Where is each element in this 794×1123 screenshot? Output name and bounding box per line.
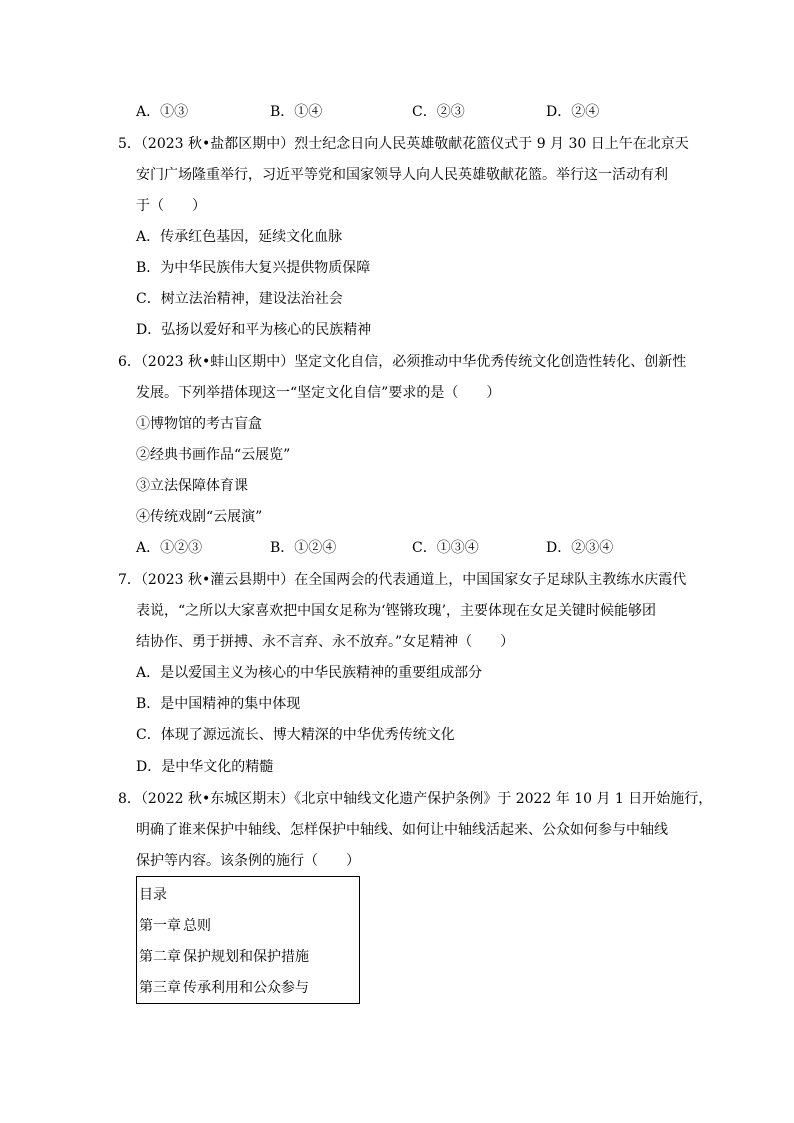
q4-option-c: C．②③	[412, 104, 465, 120]
q7-choice-c: C．体现了源远流长、博大精深的中华优秀传统文化	[136, 727, 455, 743]
toc-chapter-3	[139, 979, 309, 997]
toc-chapter-2	[139, 948, 309, 966]
q5-choice-c: C．树立法治精神，建设法治社会	[136, 291, 343, 307]
q4-option-b: B．①④	[270, 104, 323, 120]
toc-chapter-3-name: 传承利用和公众参与	[183, 980, 309, 996]
q5-stem-line-3: 于（ ）	[136, 198, 206, 214]
q7-stem-line-3: 结协作、勇于拼搏、永不言弃、永不放弃。”女足精神（ ）	[136, 634, 515, 650]
q5-stem-line-2: 安门广场隆重举行，习近平等党和国家领导人向人民英雄敬献花篮。举行这一活动有利	[136, 167, 668, 183]
q5-choice-b: B．为中华民族伟大复兴提供物质保障	[136, 260, 371, 276]
q8-stem-line-2: 明确了谁来保护中轴线、怎样保护中轴线、如何让中轴线活起来、公众如何参与中轴线	[136, 822, 668, 838]
toc-chapter-1	[139, 917, 211, 935]
q5-choice-d: D．弘扬以爱好和平为核心的民族精神	[136, 322, 372, 338]
toc-chapter-1-name: 总则	[183, 918, 211, 934]
q4-option-a: A．①③	[136, 104, 189, 120]
toc-chapter-1-number: 第一章	[139, 918, 181, 934]
q7-choice-a: A．是以爱国主义为核心的中华民族精神的重要组成部分	[136, 665, 483, 681]
q8-table-of-contents	[136, 876, 360, 1004]
q6-option-a: A．①②③	[136, 540, 203, 556]
q6-item-2: ②经典书画作品“云展览”	[136, 447, 291, 463]
q6-item-4: ④传统戏剧“云展演”	[136, 509, 263, 525]
q8-stem-line-3: 保护等内容。该条例的施行（ ）	[136, 853, 360, 869]
q7-choice-d: D．是中华文化的精髓	[136, 759, 274, 775]
q6-option-b: B．①②④	[270, 540, 337, 556]
q6-stem-line-2: 发展。下列举措体现这一“坚定文化自信”要求的是（ ）	[136, 385, 501, 401]
q8-stem-line-1: 8．（2022 秋•东城区期末）《北京中轴线文化遗产保护条例》于 2022 年 10 月 1 日开始施行，	[118, 791, 713, 807]
q5-stem-line-1: 5．（2023 秋•盐都区期中）烈士纪念日向人民英雄敬献花篮仪式于 9 月 30 日上午在北京天	[118, 136, 689, 152]
q7-choice-b: B．是中国精神的集中体现	[136, 696, 301, 712]
q7-stem-line-2: 表说，“之所以大家喜欢把中国女足称为‘铿锵玫瑰’，主要体现在女足关键时候能够团	[136, 603, 657, 619]
toc-chapter-3-number: 第三章	[139, 980, 181, 996]
q6-item-3: ③立法保障体育课	[136, 478, 248, 494]
q6-item-1: ①博物馆的考古盲盒	[136, 416, 262, 432]
toc-chapter-2-number: 第二章	[139, 949, 181, 965]
q6-option-d: D．②③④	[546, 540, 614, 556]
q6-options	[136, 539, 676, 557]
toc-title: 目录	[139, 887, 167, 903]
q4-options	[136, 103, 676, 121]
q4-option-d: D．②④	[546, 104, 600, 120]
q7-stem-line-1: 7．（2023 秋•灌云县期中）在全国两会的代表通道上，中国国家女子足球队主教练水庆霞代	[118, 572, 687, 588]
q6-option-c: C．①③④	[412, 540, 479, 556]
toc-chapter-2-name: 保护规划和保护措施	[183, 949, 309, 965]
q6-stem-line-1: 6．（2023 秋•蚌山区期中）坚定文化自信，必须推动中华优秀传统文化创造性转化、创新性	[118, 354, 687, 370]
q5-choice-a: A．传承红色基因，延续文化血脉	[136, 229, 343, 245]
